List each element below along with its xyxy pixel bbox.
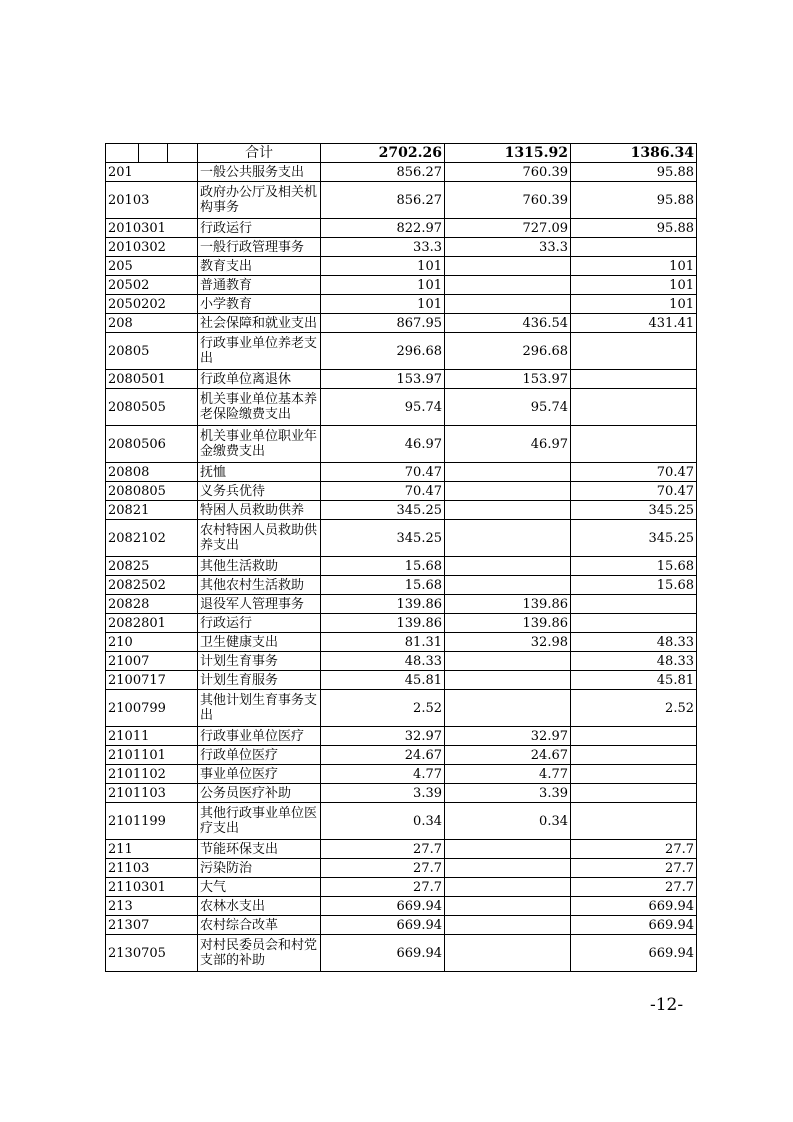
row-project: 45.81 xyxy=(571,671,697,690)
row-project xyxy=(571,727,697,746)
row-basic: 46.97 xyxy=(445,426,571,463)
page-number: -12- xyxy=(650,995,684,1015)
table-row xyxy=(106,257,697,276)
row-basic: 153.97 xyxy=(445,370,571,389)
row-name: 农林水支出 xyxy=(198,897,321,916)
row-name: 农村综合改革 xyxy=(198,916,321,935)
row-code: 211 xyxy=(106,840,198,859)
row-project: 15.68 xyxy=(571,576,697,595)
row-project: 2.52 xyxy=(571,690,697,727)
table-row xyxy=(106,897,697,916)
row-project xyxy=(571,595,697,614)
row-basic: 4.77 xyxy=(445,765,571,784)
row-name: 卫生健康支出 xyxy=(198,633,321,652)
row-project xyxy=(571,238,697,257)
row-total: 101 xyxy=(321,276,445,295)
row-basic xyxy=(445,878,571,897)
row-name: 机关事业单位基本养老保险缴费支出 xyxy=(198,389,321,426)
row-name: 对村民委员会和村党支部的补助 xyxy=(198,935,321,972)
row-basic: 760.39 xyxy=(445,163,571,182)
row-basic: 32.97 xyxy=(445,727,571,746)
table-row xyxy=(106,878,697,897)
row-project: 101 xyxy=(571,276,697,295)
table-row xyxy=(106,333,697,370)
row-name: 行政事业单位医疗 xyxy=(198,727,321,746)
row-total: 27.7 xyxy=(321,859,445,878)
row-basic: 3.39 xyxy=(445,784,571,803)
row-name: 公务员医疗补助 xyxy=(198,784,321,803)
row-total: 669.94 xyxy=(321,897,445,916)
row-basic xyxy=(445,557,571,576)
row-basic: 95.74 xyxy=(445,389,571,426)
row-total: 70.47 xyxy=(321,463,445,482)
row-code: 208 xyxy=(106,314,198,333)
row-code: 210 xyxy=(106,633,198,652)
table-row xyxy=(106,803,697,840)
row-code: 2080805 xyxy=(106,482,198,501)
row-code: 2082102 xyxy=(106,520,198,557)
row-basic xyxy=(445,916,571,935)
table-row xyxy=(106,690,697,727)
row-name: 行政运行 xyxy=(198,614,321,633)
row-project xyxy=(571,389,697,426)
row-total: 33.3 xyxy=(321,238,445,257)
table-row xyxy=(106,276,697,295)
row-project: 95.88 xyxy=(571,182,697,219)
table-row xyxy=(106,727,697,746)
table-row xyxy=(106,746,697,765)
row-basic xyxy=(445,840,571,859)
table-row xyxy=(106,426,697,463)
row-name: 行政单位离退休 xyxy=(198,370,321,389)
row-total: 81.31 xyxy=(321,633,445,652)
table-row xyxy=(106,463,697,482)
row-name: 小学教育 xyxy=(198,295,321,314)
row-name: 大气 xyxy=(198,878,321,897)
row-project: 27.7 xyxy=(571,878,697,897)
row-total: 45.81 xyxy=(321,671,445,690)
row-code: 20825 xyxy=(106,557,198,576)
row-code: 2101103 xyxy=(106,784,198,803)
table-row xyxy=(106,370,697,389)
row-basic: 33.3 xyxy=(445,238,571,257)
row-project: 669.94 xyxy=(571,916,697,935)
row-total: 4.77 xyxy=(321,765,445,784)
row-code: 213 xyxy=(106,897,198,916)
row-name: 事业单位医疗 xyxy=(198,765,321,784)
row-total: 24.67 xyxy=(321,746,445,765)
table-row xyxy=(106,633,697,652)
row-project xyxy=(571,746,697,765)
row-basic xyxy=(445,276,571,295)
total-amount: 2702.26 xyxy=(321,144,445,163)
row-total: 27.7 xyxy=(321,840,445,859)
row-basic: 727.09 xyxy=(445,219,571,238)
row-code: 20828 xyxy=(106,595,198,614)
row-basic: 139.86 xyxy=(445,595,571,614)
row-name: 一般公共服务支出 xyxy=(198,163,321,182)
total-code-cell xyxy=(106,144,198,163)
row-total: 3.39 xyxy=(321,784,445,803)
row-project: 70.47 xyxy=(571,463,697,482)
table-row xyxy=(106,765,697,784)
row-code: 20821 xyxy=(106,501,198,520)
row-project xyxy=(571,784,697,803)
table-row xyxy=(106,295,697,314)
row-total: 27.7 xyxy=(321,878,445,897)
table-row xyxy=(106,520,697,557)
table-row xyxy=(106,652,697,671)
row-basic: 32.98 xyxy=(445,633,571,652)
row-total: 856.27 xyxy=(321,182,445,219)
row-total: 139.86 xyxy=(321,595,445,614)
budget-table xyxy=(105,143,697,972)
total-basic: 1315.92 xyxy=(445,144,571,163)
row-code: 2110301 xyxy=(106,878,198,897)
row-project: 669.94 xyxy=(571,897,697,916)
row-total: 139.86 xyxy=(321,614,445,633)
row-name: 行政单位医疗 xyxy=(198,746,321,765)
row-total: 822.97 xyxy=(321,219,445,238)
row-name: 政府办公厅及相关机构事务 xyxy=(198,182,321,219)
table-row xyxy=(106,784,697,803)
row-total: 867.95 xyxy=(321,314,445,333)
row-project xyxy=(571,614,697,633)
row-project: 431.41 xyxy=(571,314,697,333)
row-name: 节能环保支出 xyxy=(198,840,321,859)
row-basic xyxy=(445,859,571,878)
row-name: 普通教育 xyxy=(198,276,321,295)
total-project: 1386.34 xyxy=(571,144,697,163)
row-project: 101 xyxy=(571,295,697,314)
row-code: 20805 xyxy=(106,333,198,370)
row-project: 345.25 xyxy=(571,520,697,557)
row-name: 退役军人管理事务 xyxy=(198,595,321,614)
row-project: 101 xyxy=(571,257,697,276)
row-name: 其他计划生育事务支出 xyxy=(198,690,321,727)
row-code: 2082801 xyxy=(106,614,198,633)
row-total: 95.74 xyxy=(321,389,445,426)
row-project: 95.88 xyxy=(571,219,697,238)
row-name: 义务兵优待 xyxy=(198,482,321,501)
table-row xyxy=(106,576,697,595)
row-project xyxy=(571,370,697,389)
row-total: 101 xyxy=(321,257,445,276)
total-row xyxy=(106,144,697,163)
table-row xyxy=(106,595,697,614)
row-project: 95.88 xyxy=(571,163,697,182)
table-row xyxy=(106,182,697,219)
row-total: 153.97 xyxy=(321,370,445,389)
table-row xyxy=(106,389,697,426)
row-project: 48.33 xyxy=(571,652,697,671)
row-project: 345.25 xyxy=(571,501,697,520)
row-code: 2082502 xyxy=(106,576,198,595)
row-basic xyxy=(445,897,571,916)
row-name: 其他行政事业单位医疗支出 xyxy=(198,803,321,840)
row-code: 2101102 xyxy=(106,765,198,784)
row-project xyxy=(571,803,697,840)
row-basic: 24.67 xyxy=(445,746,571,765)
table-row xyxy=(106,482,697,501)
row-total: 15.68 xyxy=(321,576,445,595)
row-basic xyxy=(445,520,571,557)
row-code: 2101199 xyxy=(106,803,198,840)
row-project xyxy=(571,426,697,463)
row-basic: 296.68 xyxy=(445,333,571,370)
row-code: 21007 xyxy=(106,652,198,671)
row-basic xyxy=(445,576,571,595)
row-code: 2010302 xyxy=(106,238,198,257)
table-row xyxy=(106,163,697,182)
row-name: 农村特困人员救助供养支出 xyxy=(198,520,321,557)
row-basic xyxy=(445,501,571,520)
row-name: 其他生活救助 xyxy=(198,557,321,576)
row-code: 20808 xyxy=(106,463,198,482)
row-basic xyxy=(445,935,571,972)
row-basic xyxy=(445,652,571,671)
row-total: 669.94 xyxy=(321,935,445,972)
row-name: 抚恤 xyxy=(198,463,321,482)
table-row xyxy=(106,935,697,972)
row-name: 污染防治 xyxy=(198,859,321,878)
row-code: 2080506 xyxy=(106,426,198,463)
row-code: 2080501 xyxy=(106,370,198,389)
row-name: 机关事业单位职业年金缴费支出 xyxy=(198,426,321,463)
row-project: 15.68 xyxy=(571,557,697,576)
row-project: 27.7 xyxy=(571,859,697,878)
row-basic xyxy=(445,257,571,276)
table-row xyxy=(106,557,697,576)
row-basic xyxy=(445,482,571,501)
row-total: 15.68 xyxy=(321,557,445,576)
row-code: 20502 xyxy=(106,276,198,295)
row-basic xyxy=(445,690,571,727)
row-basic: 760.39 xyxy=(445,182,571,219)
row-total: 0.34 xyxy=(321,803,445,840)
row-code: 21307 xyxy=(106,916,198,935)
row-total: 296.68 xyxy=(321,333,445,370)
table-row xyxy=(106,614,697,633)
row-name: 教育支出 xyxy=(198,257,321,276)
row-code: 201 xyxy=(106,163,198,182)
table-row xyxy=(106,501,697,520)
table-row xyxy=(106,859,697,878)
row-name: 行政事业单位养老支出 xyxy=(198,333,321,370)
row-total: 345.25 xyxy=(321,501,445,520)
row-code: 2100799 xyxy=(106,690,198,727)
table-row xyxy=(106,916,697,935)
row-name: 特困人员救助供养 xyxy=(198,501,321,520)
row-total: 669.94 xyxy=(321,916,445,935)
table-row xyxy=(106,219,697,238)
row-basic xyxy=(445,463,571,482)
row-name: 一般行政管理事务 xyxy=(198,238,321,257)
row-project: 70.47 xyxy=(571,482,697,501)
row-code: 2100717 xyxy=(106,671,198,690)
row-project xyxy=(571,765,697,784)
row-total: 70.47 xyxy=(321,482,445,501)
total-label: 合计 xyxy=(198,144,321,163)
row-name: 行政运行 xyxy=(198,219,321,238)
table-row xyxy=(106,671,697,690)
row-code: 20103 xyxy=(106,182,198,219)
table-row xyxy=(106,238,697,257)
row-basic: 139.86 xyxy=(445,614,571,633)
row-project: 27.7 xyxy=(571,840,697,859)
row-name: 计划生育服务 xyxy=(198,671,321,690)
row-basic xyxy=(445,671,571,690)
row-code: 2130705 xyxy=(106,935,198,972)
row-total: 101 xyxy=(321,295,445,314)
table-row xyxy=(106,840,697,859)
row-code: 2101101 xyxy=(106,746,198,765)
row-name: 计划生育事务 xyxy=(198,652,321,671)
row-basic xyxy=(445,295,571,314)
row-code: 2010301 xyxy=(106,219,198,238)
row-total: 2.52 xyxy=(321,690,445,727)
row-project: 669.94 xyxy=(571,935,697,972)
row-project: 48.33 xyxy=(571,633,697,652)
row-basic: 0.34 xyxy=(445,803,571,840)
table-row xyxy=(106,314,697,333)
row-total: 46.97 xyxy=(321,426,445,463)
row-total: 345.25 xyxy=(321,520,445,557)
row-total: 856.27 xyxy=(321,163,445,182)
row-total: 32.97 xyxy=(321,727,445,746)
row-code: 2080505 xyxy=(106,389,198,426)
row-basic: 436.54 xyxy=(445,314,571,333)
row-code: 205 xyxy=(106,257,198,276)
row-project xyxy=(571,333,697,370)
row-code: 21103 xyxy=(106,859,198,878)
row-total: 48.33 xyxy=(321,652,445,671)
row-name: 社会保障和就业支出 xyxy=(198,314,321,333)
row-code: 21011 xyxy=(106,727,198,746)
row-code: 2050202 xyxy=(106,295,198,314)
row-name: 其他农村生活救助 xyxy=(198,576,321,595)
